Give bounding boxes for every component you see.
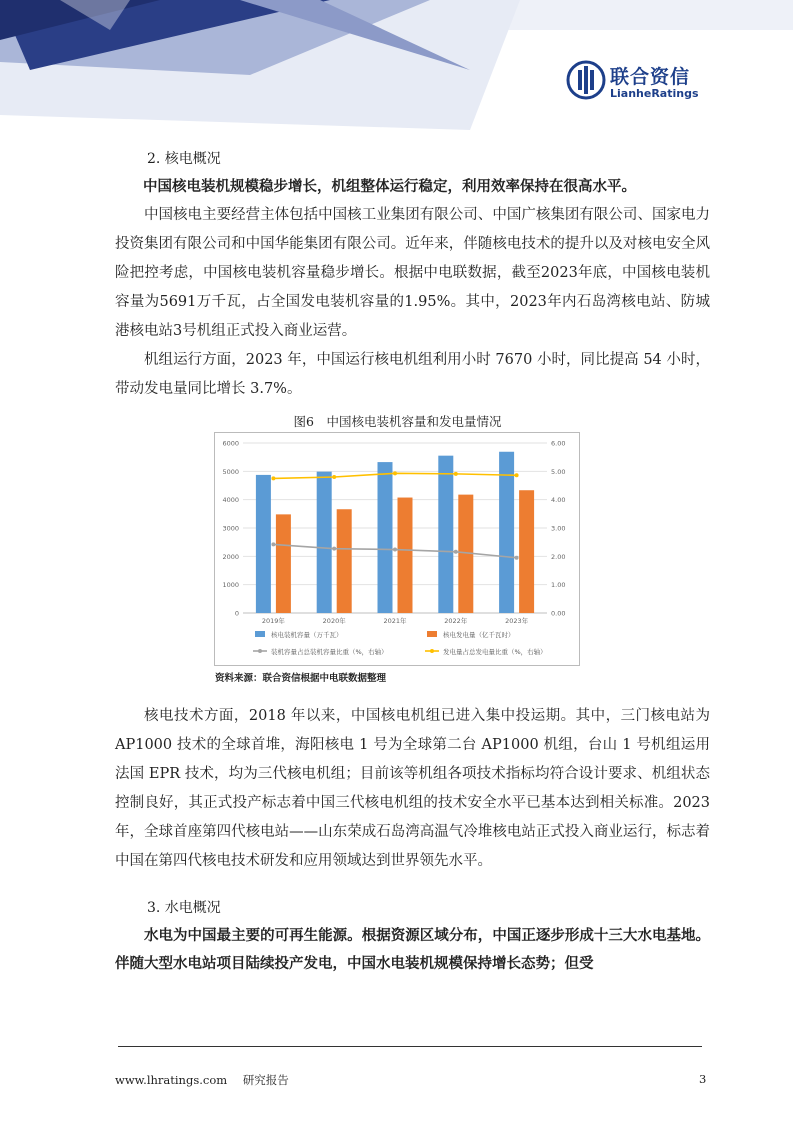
legend-label: 装机容量占总装机容量比重（%，右轴）: [271, 648, 388, 656]
bar: [519, 490, 534, 613]
y-left-tick-label: 5000: [222, 467, 239, 476]
bar: [317, 472, 332, 613]
x-tick-label: 2021年: [383, 617, 407, 625]
nuclear-chart: [214, 432, 580, 666]
y-left-tick-label: 2000: [222, 552, 239, 561]
line-point: [454, 472, 458, 476]
y-right-tick-label: 6.00: [551, 439, 566, 448]
section-lead-hydro: 水电为中国最主要的可再生能源。根据资源区域分布，中国正逐步形成十三大水电基地。伴随大型水电站项目陆续投产发电，中国水电装机规模保持增长态势；但受: [115, 927, 710, 972]
section-heading-hydro: 3. 水电概况: [147, 900, 221, 916]
legend-label: 核电发电量（亿千瓦时）: [443, 631, 515, 639]
lianhe-logo-icon: [566, 60, 606, 100]
x-tick-label: 2020年: [322, 617, 346, 625]
bar: [276, 514, 291, 613]
brand-name-cn: 联合资信: [610, 66, 691, 88]
line-point: [271, 476, 275, 480]
bar: [337, 509, 352, 613]
x-tick-label: 2023年: [505, 617, 529, 625]
y-left-tick-label: 6000: [222, 439, 239, 448]
y-right-tick-label: 0.00: [551, 609, 566, 618]
brand-name-en: LianheRatings: [610, 87, 699, 100]
bar: [398, 498, 413, 613]
footer-info: [115, 1072, 301, 1088]
line-point: [454, 550, 458, 554]
y-left-tick-label: 4000: [222, 496, 239, 505]
y-right-tick-label: 4.00: [551, 496, 566, 505]
footer-website-link[interactable]: www.lhratings.com: [115, 1073, 228, 1087]
y-right-tick-label: 5.00: [551, 467, 566, 476]
legend-marker: [258, 649, 262, 653]
x-tick-label: 2022年: [444, 617, 468, 625]
bar: [378, 462, 393, 613]
legend-marker: [430, 649, 434, 653]
line-point: [515, 556, 519, 560]
bar: [256, 475, 271, 613]
paragraph-nuclear-technology: 核电技术方面，2018 年以来，中国核电机组已进入集中投运期。其中，三门核电站为 AP1000 技术的全球首堆，海阳核电 1 号为全球第二台 AP1000 机组，台山 1 号机组运用法国 EPR 技术，均为三代核电机组；目前该等机组各项技术指标均符合设计要求、机组状态控制良好，其正式投产标志着中国三代核电机组的技术安全水平已基本达到相关标准。2023 年，全球首座第四代核电站——山东荣成石岛湾高温气冷堆核电站正式投入商业运行，标志着中国在第四代核电技术研发和应用领域达到世界领先水平。: [115, 708, 710, 869]
line-point: [515, 473, 519, 477]
legend-swatch: [255, 631, 265, 637]
line-point: [393, 548, 397, 552]
section-lead-nuclear: 中国核电装机规模稳步增长，机组整体运行稳定，利用效率保持在很高水平。: [143, 178, 636, 195]
brand-logo: [566, 60, 716, 104]
line-point: [332, 547, 336, 551]
y-left-tick-label: 0: [234, 609, 239, 618]
paragraph-nuclear-operation: 机组运行方面，2023 年，中国运行核电机组利用小时 7670 小时，同比提高 54 小时，带动发电量同比增长 3.7%。: [115, 352, 710, 397]
legend-swatch: [427, 631, 437, 637]
y-left-tick-label: 1000: [222, 581, 239, 590]
y-right-tick-label: 1.00: [551, 581, 566, 590]
y-right-tick-label: 2.00: [551, 552, 566, 561]
page-number: 3: [699, 1072, 707, 1086]
document-body-continued: [115, 702, 710, 978]
legend-label: 发电量占总发电量比重（%，右轴）: [443, 648, 547, 656]
y-right-tick-label: 3.00: [551, 524, 566, 533]
footer-divider: [118, 1046, 702, 1047]
section-heading-nuclear: 2. 核电概况: [147, 151, 221, 167]
figure-title: 图6 中国核电装机容量和发电量情况: [293, 414, 502, 429]
paragraph-nuclear-overview: 中国核电主要经营主体包括中国核工业集团有限公司、中国广核集团有限公司、国家电力投资集团有限公司和中国华能集团有限公司。近年来，伴随核电技术的提升以及对核电安全风险把控考虑，中国核电装机容量稳步增长。根据中电联数据，截至2023年底，中国核电装机容量为5691万千瓦，占全国发电装机容量的1.95%。其中，2023年内石岛湾核电站、防城港核电站3号机组正式投入商业运营。: [115, 207, 710, 339]
line-point: [332, 475, 336, 479]
legend-label: 核电装机容量（万千瓦）: [271, 631, 343, 639]
bar: [438, 456, 453, 613]
footer-doc-type: 研究报告: [242, 1073, 289, 1087]
figure-source: 资料来源：联合资信根据中电联数据整理: [215, 673, 387, 684]
x-tick-label: 2019年: [261, 617, 285, 625]
line-point: [393, 471, 397, 475]
y-left-tick-label: 3000: [222, 524, 239, 533]
chart-canvas: [215, 433, 579, 665]
line-point: [271, 542, 275, 546]
document-body: [115, 145, 710, 404]
